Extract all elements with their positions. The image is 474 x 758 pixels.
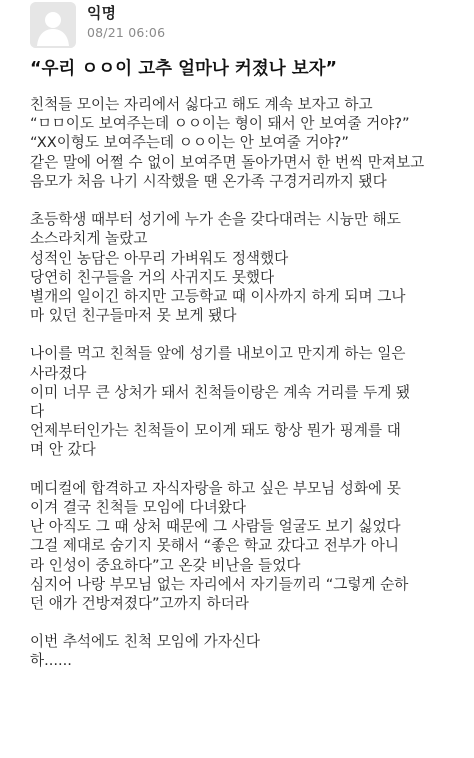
body-line: 다	[30, 403, 45, 420]
body-line: 던 애가 건방져졌다”고까지 하더라	[30, 594, 249, 612]
post-header	[30, 2, 165, 48]
body-line: 나이를 먹고 친척들 앞에 성기를 내보이고 만지게 하는 일은	[30, 345, 406, 363]
body-line: “ㅁㅁ이도 보여주는데 ㅇㅇ이는 형이 돼서 안 보여줄 거야?”	[30, 115, 410, 133]
paragraph-break	[30, 460, 466, 479]
paragraph-break	[30, 191, 466, 210]
body-line: 그걸 제대로 숨기지 못해서 “좋은 학교 갔다고 전부가 아니	[30, 537, 399, 555]
paragraph-break	[30, 325, 466, 344]
post-meta	[87, 2, 165, 41]
body-line: 메디컬에 합격하고 자식자랑을 하고 싶은 부모님 성화에 못	[30, 479, 401, 497]
body-line: 하......	[30, 652, 72, 670]
body-line: 이미 너무 큰 상처가 돼서 친척들이랑은 계속 거리를 두게 됐	[30, 383, 411, 401]
post-title: “우리 ㅇㅇ이 고추 얼마나 커졌나 보자”	[30, 59, 338, 79]
author-name[interactable]: 익명	[87, 4, 116, 22]
post-timestamp: 08/21 06:06	[87, 25, 166, 40]
body-line: 음모가 처음 나기 시작했을 땐 온가족 구경거리까지 됐다	[30, 172, 387, 190]
body-line: 소스라치게 놀랐고	[30, 230, 148, 248]
paragraph-break	[30, 613, 466, 632]
body-line: 사라졌다	[30, 364, 87, 382]
post-body	[30, 95, 466, 671]
body-line: 이번 추석에도 친척 모임에 가자신다	[30, 633, 261, 651]
body-line: 별개의 일이긴 하지만 고등학교 때 이사까지 하게 되며 그나	[30, 287, 406, 305]
default-profile-icon[interactable]	[30, 2, 76, 48]
body-line: 심지어 나랑 부모님 없는 자리에서 자기들끼리 “그렇게 순하	[30, 575, 409, 593]
body-line: 며 안 갔다	[30, 441, 96, 459]
body-line: “XX이형도 보여주는데 ㅇㅇ이는 안 보여줄 거야?”	[30, 134, 349, 152]
body-line: 당연히 친구들을 거의 사귀지도 못했다	[30, 268, 275, 286]
body-line: 친척들 모이는 자리에서 싫다고 해도 계속 보자고 하고	[30, 96, 373, 113]
body-line: 마 있던 친구들마저 못 보게 됐다	[30, 307, 237, 325]
body-line: 이겨 결국 친척들 모임에 다녀왔다	[30, 498, 246, 516]
body-line: 같은 말에 어쩔 수 없이 보여주면 돌아가면서 한 번씩 만져보고	[30, 153, 425, 171]
body-line: 라 인성이 중요하다”고 온갖 비난을 들었다	[30, 556, 301, 574]
body-line: 난 아직도 그 때 상처 때문에 그 사람들 얼굴도 보기 싫었다	[30, 518, 401, 536]
body-line: 초등학생 때부터 성기에 누가 손을 갖다대려는 시늉만 해도	[30, 211, 401, 229]
body-line: 언제부터인가는 친척들이 모이게 돼도 항상 뭔가 핑계를 대	[30, 422, 401, 440]
body-line: 성적인 농담은 아무리 가벼워도 정색했다	[30, 249, 289, 267]
